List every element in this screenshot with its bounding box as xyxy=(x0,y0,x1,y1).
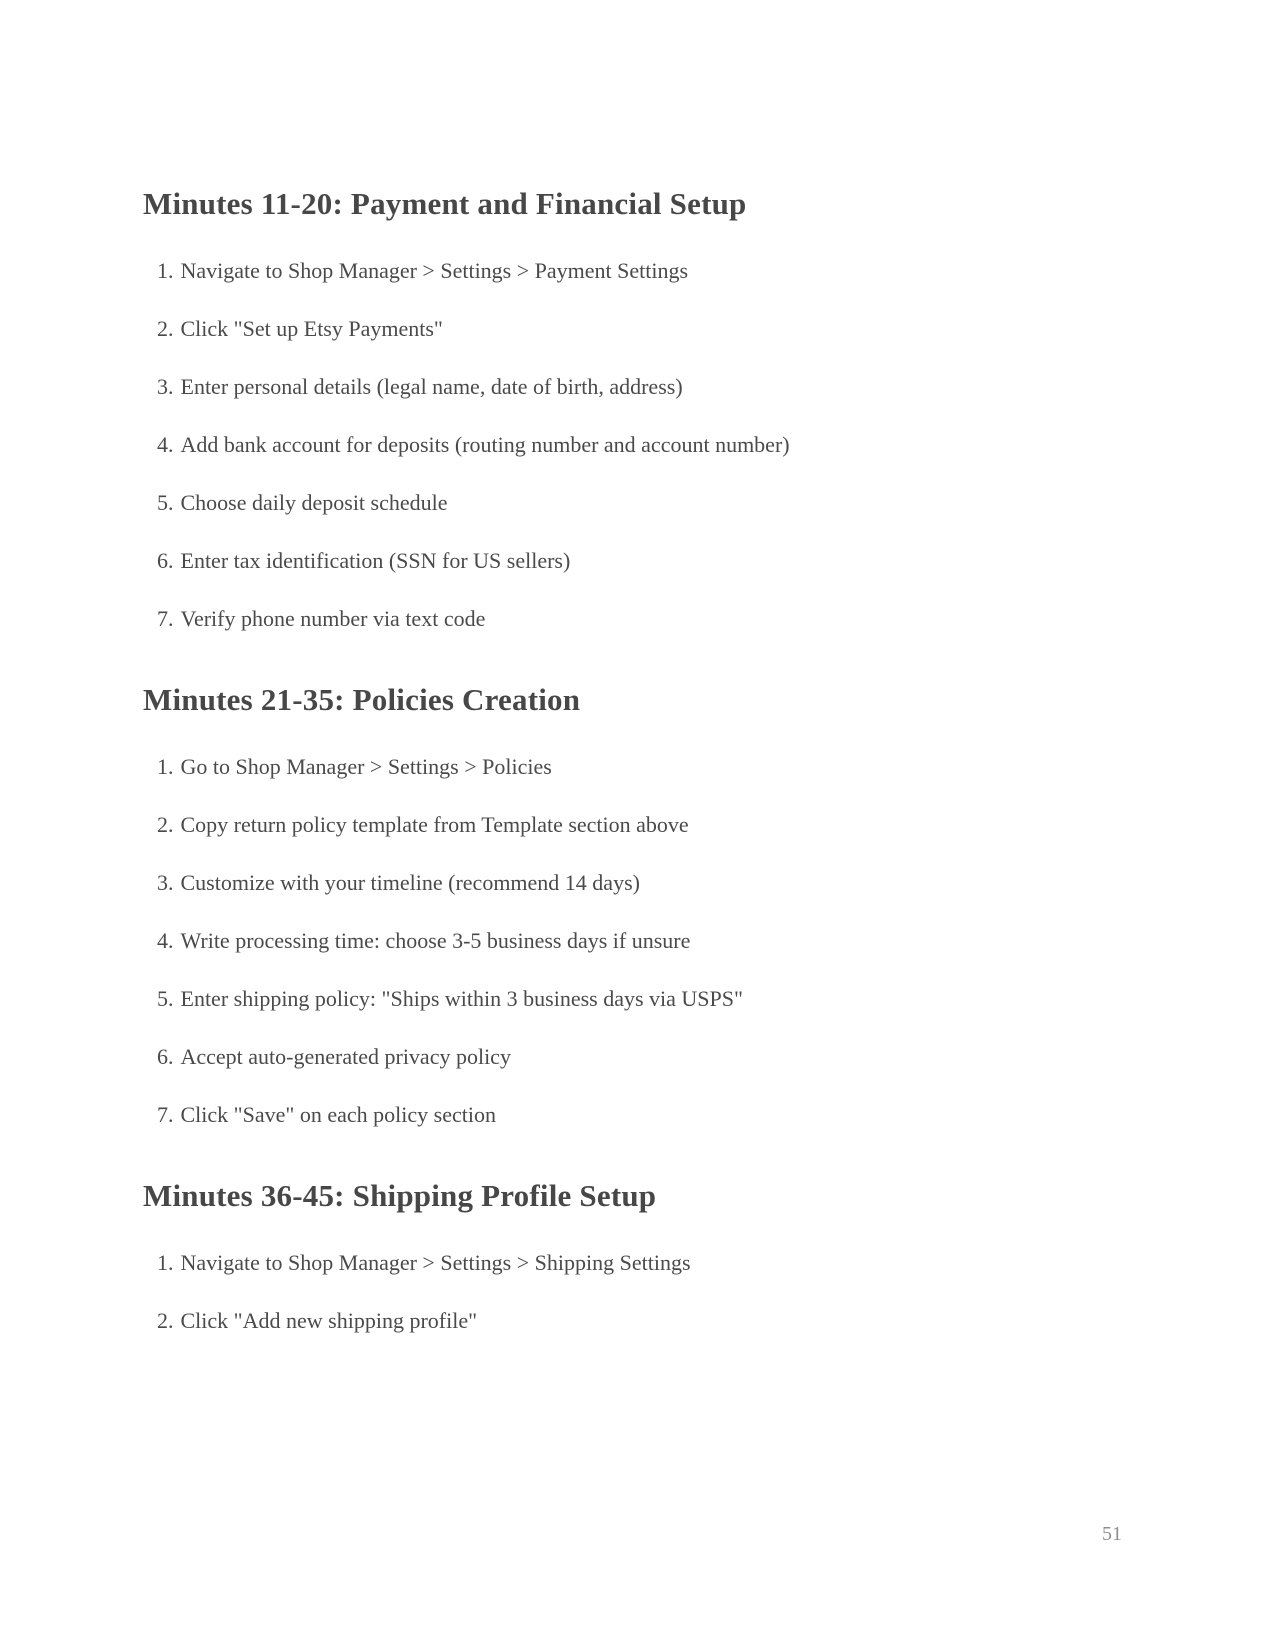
item-number: 4. xyxy=(157,432,174,457)
list-item xyxy=(157,812,1155,838)
list-item xyxy=(157,490,1155,516)
list-item xyxy=(157,432,1155,458)
item-text: Customize with your timeline (recommend 14 days) xyxy=(180,870,640,895)
item-number: 4. xyxy=(157,928,174,953)
item-number: 1. xyxy=(157,258,174,283)
section-heading-shipping-profile: Minutes 36-45: Shipping Profile Setup xyxy=(143,1178,657,1213)
item-number: 7. xyxy=(157,1102,174,1127)
list-item xyxy=(157,606,1155,632)
document-content xyxy=(143,0,1155,1334)
item-number: 3. xyxy=(157,374,174,399)
item-number: 5. xyxy=(157,490,174,515)
item-text: Click "Save" on each policy section xyxy=(180,1102,496,1127)
steps-list-shipping-profile xyxy=(143,1250,1155,1334)
list-item xyxy=(157,754,1155,780)
item-number: 2. xyxy=(157,812,174,837)
list-item xyxy=(157,548,1155,574)
item-text: Choose daily deposit schedule xyxy=(180,490,448,515)
item-text: Click "Add new shipping profile" xyxy=(180,1308,478,1333)
item-number: 6. xyxy=(157,1044,174,1069)
item-number: 6. xyxy=(157,548,174,573)
item-number: 1. xyxy=(157,1250,174,1275)
item-text: Enter personal details (legal name, date of birth, address) xyxy=(180,374,683,399)
list-item xyxy=(157,316,1155,342)
list-item xyxy=(157,870,1155,896)
list-item xyxy=(157,1044,1155,1070)
item-number: 7. xyxy=(157,606,174,631)
item-number: 1. xyxy=(157,754,174,779)
item-text: Go to Shop Manager > Settings > Policies xyxy=(180,754,552,779)
item-text: Accept auto-generated privacy policy xyxy=(180,1044,511,1069)
list-item xyxy=(157,1250,1155,1276)
list-item xyxy=(157,374,1155,400)
item-number: 3. xyxy=(157,870,174,895)
list-item xyxy=(157,258,1155,284)
section-heading-policies-creation: Minutes 21-35: Policies Creation xyxy=(143,682,581,717)
item-text: Write processing time: choose 3-5 business days if unsure xyxy=(180,928,691,953)
page-number: 51 xyxy=(1102,1523,1122,1545)
item-text: Click "Set up Etsy Payments" xyxy=(180,316,443,341)
list-item xyxy=(157,928,1155,954)
item-text: Navigate to Shop Manager > Settings > Shipping Settings xyxy=(180,1250,691,1275)
list-item xyxy=(157,1102,1155,1128)
steps-list-payment-setup xyxy=(143,258,1155,632)
item-text: Enter tax identification (SSN for US sellers) xyxy=(180,548,571,573)
item-text: Add bank account for deposits (routing number and account number) xyxy=(180,432,790,457)
list-item xyxy=(157,986,1155,1012)
item-text: Verify phone number via text code xyxy=(180,606,486,631)
item-text: Copy return policy template from Template section above xyxy=(180,812,689,837)
item-number: 2. xyxy=(157,316,174,341)
item-number: 2. xyxy=(157,1308,174,1333)
list-item xyxy=(157,1308,1155,1334)
item-text: Enter shipping policy: "Ships within 3 business days via USPS" xyxy=(180,986,743,1011)
item-number: 5. xyxy=(157,986,174,1011)
item-text: Navigate to Shop Manager > Settings > Payment Settings xyxy=(180,258,689,283)
section-heading-payment-setup: Minutes 11-20: Payment and Financial Setup xyxy=(143,186,747,221)
steps-list-policies-creation xyxy=(143,754,1155,1128)
